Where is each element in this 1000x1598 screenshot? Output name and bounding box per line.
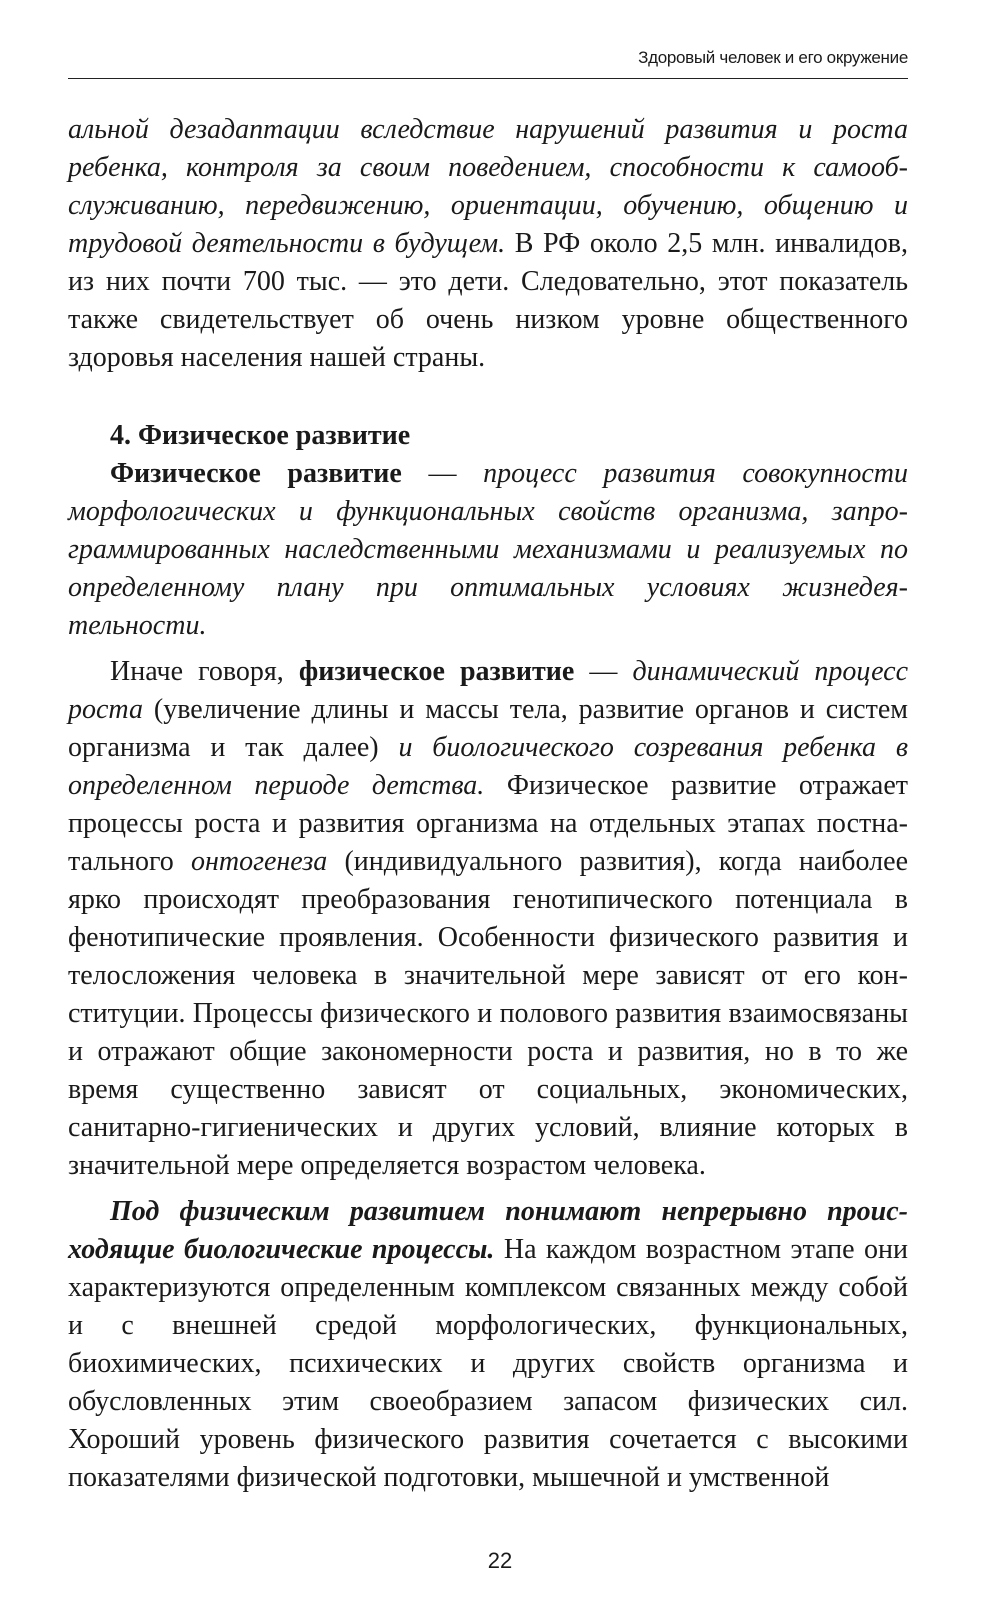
defined-term: физическое развитие xyxy=(298,656,575,687)
paragraph xyxy=(68,111,908,377)
section-heading: 4. Физическое развитие xyxy=(110,420,411,451)
running-title: Здоровый человек и его окружение xyxy=(638,48,908,67)
body-text: (индивидуального развития), когда наиболее ярко происходят преобразования генотипического потенциала в фенотипические проявления. Особенности физического развития и телосложения человека в значительной мере зависят от его конституции. Процессы физического и полового развития взаимосвязаны и отражают общие закономерности роста и развития, но в то же время существенно зависят от социальных, экономических, санитарно-гигиенических и других условий, влияние которых в значительной мере определяется возрастом человека. xyxy=(68,846,908,1181)
running-header xyxy=(68,48,908,79)
italic-text: онтогенеза xyxy=(190,846,328,877)
page-number: 22 xyxy=(487,1548,513,1573)
definition-paragraph xyxy=(68,455,908,645)
paragraph xyxy=(68,1193,908,1497)
body-text: Физическое развитие отражает процессы роста и развития организма на отдельных этапах постнатального xyxy=(68,770,909,877)
bold-italic-text: Под физическим развитием понимают непрерывно происходящие биологические процессы. xyxy=(68,1196,908,1265)
italic-text: динамический процесс роста xyxy=(68,656,908,725)
dash-separator: — xyxy=(574,656,633,687)
paragraph xyxy=(68,653,908,1185)
page-body xyxy=(68,111,908,1497)
definition-text: процесс развития совокупности морфологических и функциональных свойств организма, запрограммированных наследственными механизмами и реализуемых по определенному плану при оптимальных условиях жизнедеятельности. xyxy=(68,458,908,641)
body-text: В РФ около 2,5 млн. инвалидов, из них почти 700 тыс. — это дети. Следовательно, этот показатель также свидетельствует об очень низком уровне общественного здоровья населения нашей страны. xyxy=(68,228,908,373)
italic-text: и биологического созревания ребенка в определенном периоде детства. xyxy=(68,732,908,801)
body-text: На каждом возрастном этапе они характеризуются определенным комплексом связанных между собой и с внешней средой морфологических, функциональных, биохимических, психических и других свойств организма и обусловленных этим своеобразием запасом физических сил. Хороший уровень физического развития сочетается с высокими показателями физической подготовки, мышечной и умственной xyxy=(68,1234,908,1493)
body-text: (увеличение длины и массы тела, развитие органов и систем организма и так далее) xyxy=(68,694,908,763)
defined-term: Физическое развитие xyxy=(110,458,402,489)
body-text: Иначе говоря, xyxy=(110,656,299,687)
dash-separator: — xyxy=(401,458,484,489)
italic-text: альной дезадаптации вследствие нарушений развития и роста ребенка, контроля за своим поведением, способности к самообслуживанию, передвижению, ориентации, обучению, общению и трудовой деятельности в будущем. xyxy=(68,114,908,259)
